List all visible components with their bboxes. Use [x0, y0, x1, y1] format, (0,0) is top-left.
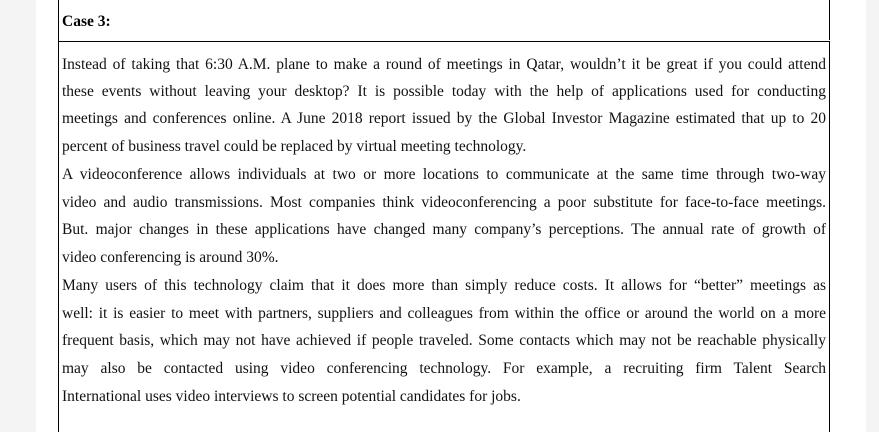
paragraph-3-line-2: well: it is easier to meet with partners, suppliers and colleagues from within the office or around the world on a more — [62, 305, 826, 322]
paragraph-1-line-2: these events without leaving your desktop? It is possible today with the help of applications used for conducting — [62, 83, 826, 100]
paragraph-3-line-4: may also be contacted using video conferencing technology. For example, a recruiting firm Talent Search — [62, 360, 826, 377]
table-border-right-body — [829, 41, 830, 432]
paragraph-3-line-1: Many users of this technology claim that it does more than simply reduce costs. It allows for “better” meetings as — [62, 277, 826, 294]
paragraph-2-line-1: A videoconference allows individuals at two or more locations to communicate at the same time through two-way — [62, 166, 826, 183]
table-border-left — [58, 0, 59, 432]
table-border-right-header — [829, 0, 830, 40]
paragraph-1-line-3: meetings and conferences online. A June 2018 report issued by the Global Investor Magazine estimated that up to 20 — [62, 110, 826, 127]
paragraph-1-line-4: percent of business travel could be replaced by virtual meeting technology. — [62, 138, 527, 155]
table-border-header-divider — [58, 41, 830, 42]
paragraph-2-line-3: But. major changes in these applications have changed many company’s perceptions. The annual rate of growth of — [62, 221, 826, 238]
paragraph-3-line-3: frequent basis, which may not have achieved if people traveled. Some contacts which may not be reachable physically — [62, 332, 826, 349]
paragraph-3-line-5: International uses video interviews to screen potential candidates for jobs. — [62, 388, 521, 405]
paragraph-1-line-1: Instead of taking that 6:30 A.M. plane to make a round of meetings in Qatar, wouldn’t it be great if you could attend — [62, 56, 826, 73]
paragraph-2-line-4: video conferencing is around 30%. — [62, 249, 279, 266]
paragraph-2-line-2: video and audio transmissions. Most companies think videoconferencing a poor substitute for face-to-face meetings. — [62, 194, 826, 211]
case-title: Case 3: — [62, 13, 111, 30]
